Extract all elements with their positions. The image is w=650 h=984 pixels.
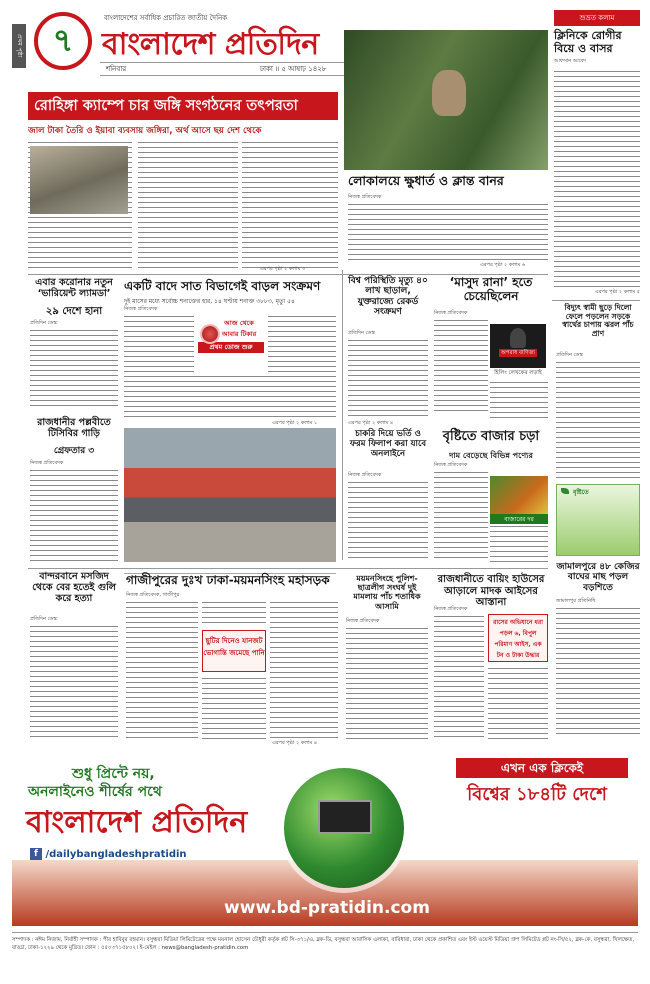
ad-brand: বাংলাদেশ প্রতিদিন [26,805,248,840]
scholarship-byline: নিজস্ব প্রতিবেদক [348,472,382,478]
ad-fb[interactable] [30,848,187,860]
jamalpur-headline: জামালপুরে ৪৮ কেজির বাঘের মাছ পড়ল বড়শিতে [556,562,640,593]
vaccine-virus-icon [202,326,218,342]
monkey-figure [432,70,466,116]
masud-byline: নিজস্ব প্রতিবেদক [434,310,468,316]
ad-laptop-icon [318,800,372,834]
lead-subhead: জাল টাকা তৈরি ও ইয়াবা ব্যবসায় জঙ্গিরা, অর্থ আসে ছয় দেশ থেকে [28,126,262,136]
scholarship-headline: চাকরি দিয়ে ভর্তি ও ফরম ফিলাপ করা যাবে অনলাইনে [349,429,427,459]
masud-badge [490,324,546,368]
side-ad-leaf-icon [561,488,569,494]
corona-subhead: দুই মাসের মধ্যে সর্বোচ্চ শনাক্তের হার, ১৪ ঘণ্টায় শনাক্ত ৩৮৮৩, মৃত্যু ৫৪ [124,298,295,305]
gazipur-body-b [202,600,266,626]
lead-body-right [242,140,338,268]
lead-photo [30,146,128,214]
gazipur-body-d [270,600,338,740]
gazipur-jump: এরপর পৃষ্ঠা ২ কলাম ৪ [272,740,318,746]
tcb-sub: গ্রেফতার ৩ [53,446,95,456]
monkey-body [348,202,548,260]
ad-countries: বিশ্বের ১৮৪টি দেশে [467,784,607,805]
tcb-byline: নিজস্ব প্রতিবেদক [30,460,64,466]
ad-url[interactable]: www.bd-pratidin.com [224,898,430,918]
police-headline: ময়মনসিংহে পুলিশ-ছাত্রলীগ সংঘর্ষ দুই মামলায় পাঁচ শতাধিক আসামি [353,574,421,611]
lead-headline: রোহিঙ্গা ক্যাম্পে চার জঙ্গি সংগঠনের তৎপরতা [28,92,338,120]
lead-body-mid [138,140,238,268]
tagline: বাংলাদেশের সর্বাধিক প্রচারিত জাতীয় দৈনিক [104,14,228,22]
masud-badge2: হিলিং লেখকের লড়াই [494,370,542,376]
gazipur-headline: গাজীপুরের দুঃখ ঢাকা-ময়মনসিংহ মহাসড়ক [126,573,330,587]
market-photo [490,476,548,514]
jamalpur-body [556,606,640,738]
column-tag: শুভ্রত কলাম [554,10,640,26]
variant-headline: এবার করোনার নতুন ‘ভারিয়েন্ট ল্যামডা’ [35,277,113,299]
masud-body-b [490,380,548,420]
corona-body-b [268,314,336,372]
market-sub: দাম বেড়েছে বিভিন্ন পণ্যের [449,451,533,460]
side-ad[interactable] [556,484,640,556]
icecream-byline: নিজস্ব প্রতিবেদক [434,606,468,612]
dateline-date-bn: ঢাকা ॥ ৫ আষাঢ় ১৪২৮ [260,65,327,73]
bus-body [556,360,640,478]
vaccine-badge-bottom: প্রথম ডোজ শুরু [198,342,264,353]
police-body [346,626,428,740]
monkey-jump: এরপর পৃষ্ঠা ২ কলাম ৬ [480,262,526,268]
side-ad-label: বৃষ্টিতে [573,489,589,496]
mosque-byline: প্রতিদিন ডেস্ক [30,616,57,622]
gazipur-body-a [126,600,198,740]
bus-headline: বিদ্যুৎ স্বামী ছুড়ে দিলো ফেলে পড়লেন সড়কে স্বার্থের চাপায় ঝরল পাঁচ প্রাণ [562,303,634,338]
mosque-headline: বান্দরবানে মসজিদ থেকে বের হতেই গুলি করে হত্যা [32,571,116,604]
market-caption: বাজারের দর [490,514,548,525]
ad-click-line: এখন এক ক্লিকেই [456,758,628,778]
bus-byline: প্রতিদিন ডেস্ক [556,352,583,358]
icecream-headline: রাজধানীতে বায়িং হাউসের আড়ালে মাদক আইসের আস্তানা [437,574,545,608]
market-body-a [434,470,488,562]
icecream-box: রাসের অভিযানে ধরা পড়ল ৬, বিপুল পরিমাণ আইস, এক টন ও টাকা উদ্ধার [488,614,548,662]
monkey-byline: নিজস্ব প্রতিবেদক [348,194,382,200]
variant-sub: ২৯ দেশে হানা [45,306,103,317]
newspaper-title: বাংলাদেশ প্রতিদিন [102,27,319,62]
gazipur-box: ছুটির দিনেও যানজট ভোগান্তি জমেছে পানি [202,630,266,672]
facebook-icon: f [30,848,42,860]
tcb-body [30,468,118,562]
masud-headline: ‘মাসুদ রানা’ হতে চেয়েছিলেন [449,275,533,303]
dateline-day: শনিবার [106,65,127,73]
vaccine-badge-mid: আবার টিকার [221,330,257,338]
police-byline: নিজস্ব প্রতিবেদক [346,618,380,624]
scholarship-body [348,480,428,562]
gazipur-body-c [202,676,266,740]
corona-byline: নিজস্ব প্রতিবেদক [124,306,158,312]
jamalpur-byline: জামালপুর প্রতিনিধি [556,598,596,604]
corona-jump: এরপর পৃষ্ঠা ২ কলাম ১ [272,420,318,426]
masud-body-a [434,318,488,412]
logo-badge [34,12,92,70]
icecream-body-b [488,666,548,740]
market-body-b [490,524,548,562]
world-headline: বিশ্ব পরিস্থিতি মৃত্যু ৪০ লাখ ছাড়াল, যুক্তরাজ্যে রেকর্ড সংক্রমণ [348,276,428,318]
column-byline: আফসান আবেদ [554,58,587,65]
section-tag: প্রথম পৃষ্ঠা [12,24,26,68]
column-body [554,69,640,289]
market-headline: বৃষ্টিতে বাজার চড়া [442,429,540,444]
corona-body-a [124,314,194,372]
variant-body [30,328,118,410]
variant-byline: প্রতিদিন ডেস্ক [30,320,57,326]
ad-fb-handle: /dailybangladeshpratidin [45,849,187,860]
ad-line1: শুধু প্রিন্টে নয়, [72,766,155,782]
mosque-body [30,624,118,740]
market-byline: নিজস্ব প্রতিবেদক [434,462,468,468]
lead-jump: এরপর পৃষ্ঠা ২ কলাম ৩ [260,266,306,272]
gazipur-byline: নিজস্ব প্রতিবেদক, গাজীপুর [126,592,180,598]
column-story [554,10,640,300]
world-body [348,338,428,420]
icecream-body-a [434,614,484,740]
column-headline: ক্লিনিকে রোগীর বিয়ে ও বাসর [554,29,622,55]
traffic-photo [124,428,336,562]
vaccine-badge-top: আজ থেকে [224,319,254,327]
corona-headline: একটি বাদে সাত বিভাগেই বাড়ল সংক্রমণ [124,279,321,293]
logo-number: ৭ [52,21,74,59]
tcb-headline: রাজধানীর পল্লবীতে টিসিবির গাড়ি [37,417,111,439]
world-jump: এরপর পৃষ্ঠা ২ কলাম ৪ [348,420,394,426]
vaccine-badge [198,318,264,358]
footer-imprint: সম্পাদক : নঈম নিজাম, নির্বাহী সম্পাদক : পীর হাবিবুর রহমান। বসুন্ধরা মিডিয়া লিমিটেডের পক্ষে ময়নাল হোসেন চৌধুরী কর্তৃক প্লট সি-৩৭১/এ, ব্লক-ডি, বসুন্ধরা আবাসিক এলাকা, বারিধারা, ঢাকা থেকে প্রকাশিত এবং ইস্ট ওয়েস্ট মিডিয়া গ্রুপ লিমিটেড প্লট নং-সি/৫২, ব্লক-কে, বসুন্ধরা, খিলক্ষেত, বাড্ডা, ঢাকা-১২২৯ থেকে মুদ্রিত। ফোন : ৫৫০৩৭১৫৮০২। ই-মেইল : news@bangladesh-pratidin.com [12,937,635,951]
world-byline: প্রতিদিন ডেস্ক [348,330,375,336]
corona-body-c [124,374,336,418]
column-jump: এরপর পৃষ্ঠা ২ কলাম ৫ [594,289,640,296]
promo-ad[interactable] [12,752,638,926]
masud-figure-icon [510,328,526,348]
ad-line2: অনলাইনেও শীর্ষের পথে [28,784,162,800]
monkey-headline: লোকালয়ে ক্ষুধার্ত ও ক্লান্ত বানর [348,173,504,188]
masud-badge-label: অপরাধ বাণিজ্য [500,350,536,356]
